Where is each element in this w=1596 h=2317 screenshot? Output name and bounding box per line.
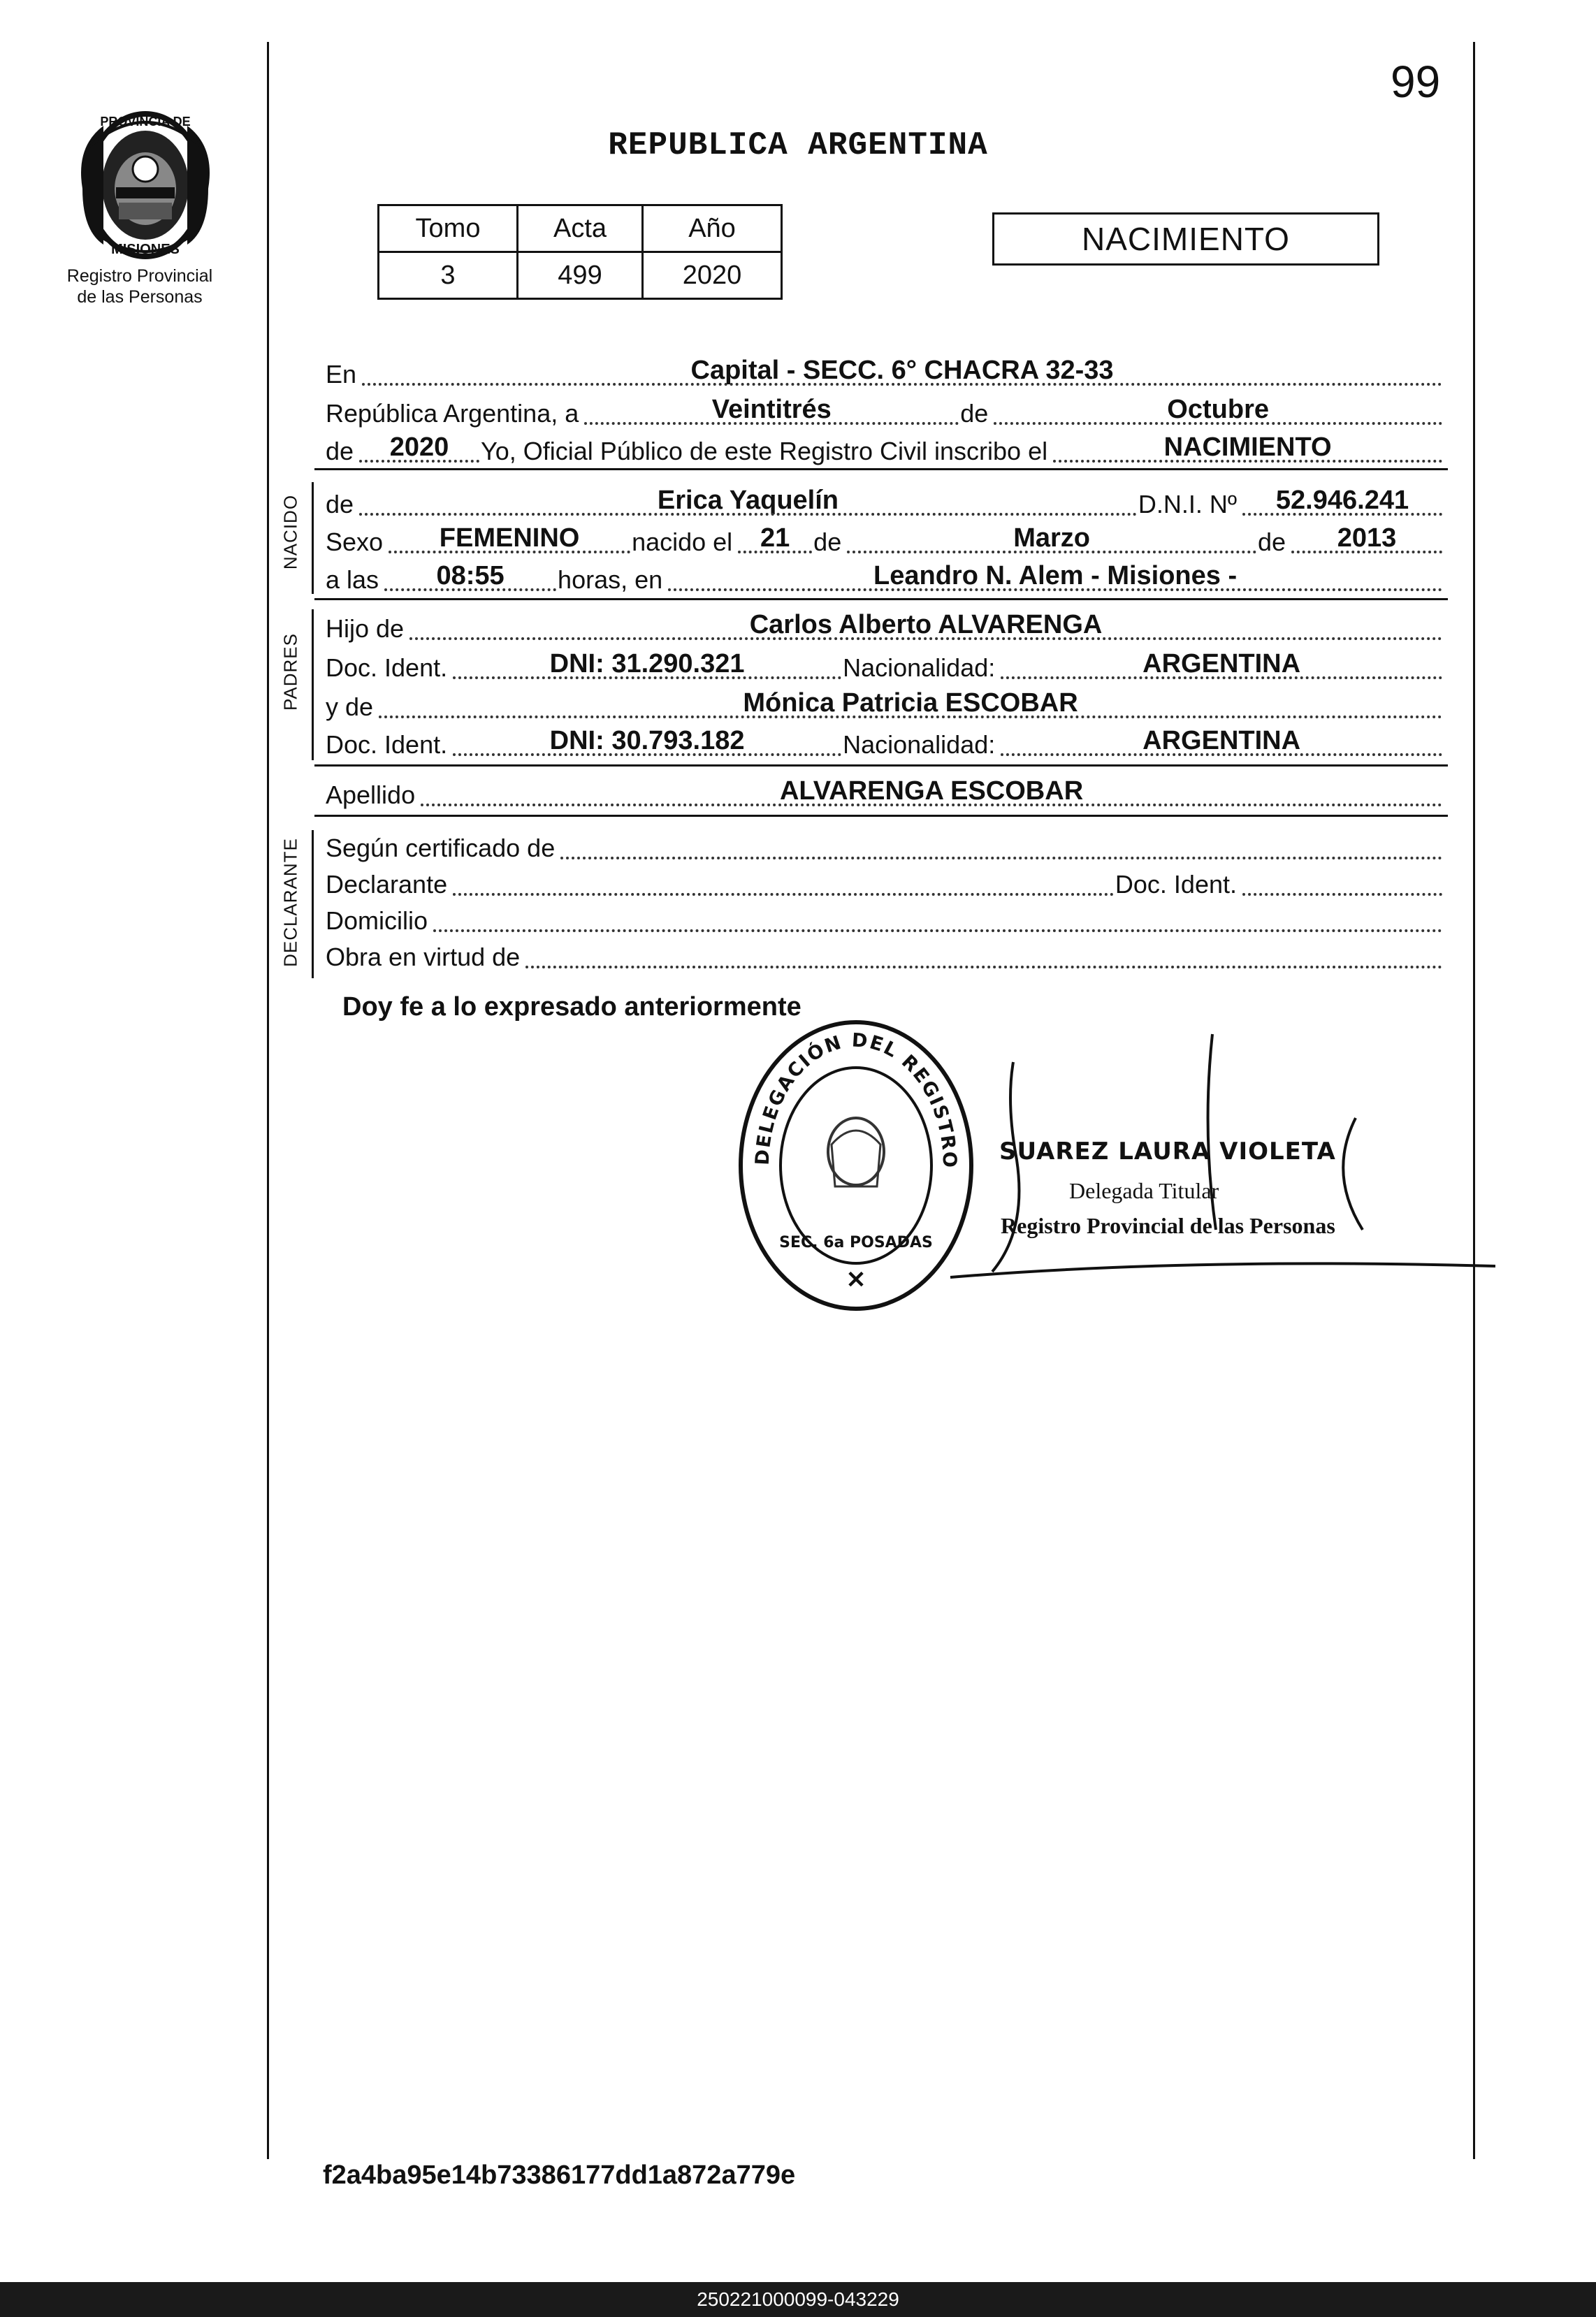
declarante-doc-label: Doc. Ident. [1115, 870, 1237, 899]
svg-text:✕: ✕ [846, 1267, 866, 1293]
left-margin-line [267, 42, 269, 2159]
father-nationality-field [999, 649, 1444, 682]
seal-text-top: PROVINCIA DE [100, 115, 191, 129]
time-value: 08:55 [436, 561, 505, 590]
horas-en-label: horas, en [558, 565, 663, 594]
mother-nationality-value: ARGENTINA [1142, 726, 1301, 755]
declarante-doc-field [1241, 871, 1444, 899]
row-father-doc [326, 651, 1444, 682]
divider-apellido [314, 815, 1448, 817]
day-value: Veintitrés [711, 395, 832, 424]
birth-year-value: 2013 [1337, 523, 1397, 553]
name-field [358, 486, 1138, 518]
padres-bracket [312, 609, 314, 760]
birth-place-value: Leandro N. Alem - Misiones - [873, 561, 1238, 590]
row-apellido [326, 778, 1444, 809]
row-obra [326, 940, 1444, 971]
nacido-de-label: de [326, 490, 354, 518]
page-number: 99 [1391, 57, 1441, 107]
father-doc-value: DNI: 31.290.321 [549, 649, 745, 678]
birth-place-field [667, 561, 1444, 594]
de-label-2: de [813, 528, 842, 556]
row-en [326, 358, 1444, 388]
declarante-label: Declarante [326, 870, 448, 899]
de2-label: de [326, 437, 354, 465]
inscribo-label: Yo, Oficial Público de este Registro Civil inscribo el [481, 437, 1048, 465]
dni-value: 52.946.241 [1275, 486, 1409, 515]
row-name [326, 488, 1444, 518]
mother-nationality-label: Nacionalidad: [843, 730, 996, 759]
republica-label: República Argentina, a [326, 399, 579, 428]
obra-field [524, 943, 1444, 971]
header-tomo: Tomo [379, 205, 518, 252]
row-mother-doc [326, 728, 1444, 759]
father-doc-label: Doc. Ident. [326, 653, 448, 682]
row-segun [326, 831, 1444, 862]
row-inscribo [326, 435, 1444, 465]
header-anio: Año [643, 205, 782, 252]
official-role: Delegada Titular [1069, 1178, 1219, 1203]
birth-day-value: 21 [760, 523, 790, 553]
de-label-3: de [1257, 528, 1286, 556]
declarante-section-label: DECLARANTE [280, 838, 301, 967]
place-field [361, 356, 1444, 388]
mother-name-field [377, 688, 1444, 721]
mother-doc-field [451, 726, 843, 759]
a-las-label: a las [326, 565, 379, 594]
row-republica [326, 397, 1444, 428]
mother-doc-label: Doc. Ident. [326, 730, 448, 759]
year-field [358, 433, 481, 465]
divider-registration [314, 468, 1448, 470]
footer-code: 250221000099-043229 [0, 2282, 1596, 2317]
registry-label-line1: Registro Provincial [66, 266, 213, 286]
row-domicilio [326, 904, 1444, 935]
segun-label: Según certificado de [326, 834, 556, 862]
hijo-de-label: Hijo de [326, 614, 405, 643]
value-acta: 499 [518, 252, 643, 299]
sexo-label: Sexo [326, 528, 384, 556]
value-tomo: 3 [379, 252, 518, 299]
dni-field [1241, 486, 1444, 518]
day-field [583, 395, 960, 428]
father-name-field [408, 610, 1444, 643]
father-nationality-label: Nacionalidad: [843, 653, 996, 682]
father-nationality-value: ARGENTINA [1142, 649, 1301, 678]
act-type-value: NACIMIENTO [1163, 433, 1332, 462]
act-type-field [1052, 433, 1444, 465]
divider-nacido [314, 598, 1448, 600]
month-field [992, 395, 1444, 428]
nacido-section-label: NACIDO [280, 494, 301, 570]
row-time [326, 563, 1444, 594]
sexo-value: FEMENINO [439, 523, 580, 553]
apellido-field [419, 776, 1444, 809]
registry-label-line2: de las Personas [77, 287, 203, 307]
domicilio-label: Domicilio [326, 906, 428, 935]
father-doc-field [451, 649, 843, 682]
apellido-value: ALVARENGA ESCOBAR [779, 776, 1084, 806]
domicilio-field [432, 907, 1444, 935]
row-father [326, 612, 1444, 643]
mother-doc-value: DNI: 30.793.182 [549, 726, 745, 755]
row-declarante [326, 868, 1444, 899]
birth-month-value: Marzo [1013, 523, 1090, 553]
row-mother [326, 690, 1444, 721]
sexo-field [387, 523, 632, 556]
segun-field [559, 834, 1444, 862]
round-seal-inner: SEC. 6a POSADAS [779, 1234, 933, 1251]
apellido-label: Apellido [326, 780, 416, 809]
birth-month-field [846, 523, 1258, 556]
round-seal-text: DELEGACIÓN DEL REGISTRO [751, 1029, 961, 1170]
y-de-label: y de [326, 692, 374, 721]
mother-nationality-field [999, 726, 1444, 759]
record-table [377, 204, 783, 300]
month-value: Octubre [1167, 395, 1269, 424]
obra-label: Obra en virtud de [326, 943, 521, 971]
document-hash: f2a4ba95e14b73386177dd1a872a779e [323, 2160, 796, 2190]
de-label: de [960, 399, 989, 428]
padres-section-label: PADRES [280, 633, 301, 711]
birth-year-field [1290, 523, 1444, 556]
mother-name-value: Mónica Patricia ESCOBAR [743, 688, 1078, 718]
official-name: SUAREZ LAURA VIOLETA [999, 1138, 1336, 1165]
declarante-bracket [312, 830, 314, 978]
nacido-el-label: nacido el [632, 528, 733, 556]
record-type-box: NACIMIENTO [992, 212, 1379, 266]
en-label: En [326, 360, 357, 388]
name-value: Erica Yaquelín [657, 486, 839, 515]
value-anio: 2020 [643, 252, 782, 299]
birth-day-field [737, 523, 813, 556]
divider-padres [314, 764, 1448, 767]
time-field [383, 561, 558, 594]
dni-label: D.N.I. Nº [1138, 490, 1237, 518]
country-title: REPUBLICA ARGENTINA [608, 127, 988, 164]
signature [908, 1020, 1495, 1314]
place-value: Capital - SECC. 6° CHACRA 32-33 [690, 356, 1114, 385]
row-sexo [326, 525, 1444, 556]
seal-text-bottom: MISIONES [111, 242, 180, 257]
official-organization: Registro Provincial de las Personas [1001, 1213, 1335, 1238]
header-acta: Acta [518, 205, 643, 252]
father-name-value: Carlos Alberto ALVARENGA [749, 610, 1103, 639]
doy-fe-text: Doy fe a lo expresado anteriormente [342, 992, 801, 1022]
year-value: 2020 [389, 433, 449, 462]
nacido-bracket [312, 482, 314, 594]
declarante-field [451, 871, 1115, 899]
